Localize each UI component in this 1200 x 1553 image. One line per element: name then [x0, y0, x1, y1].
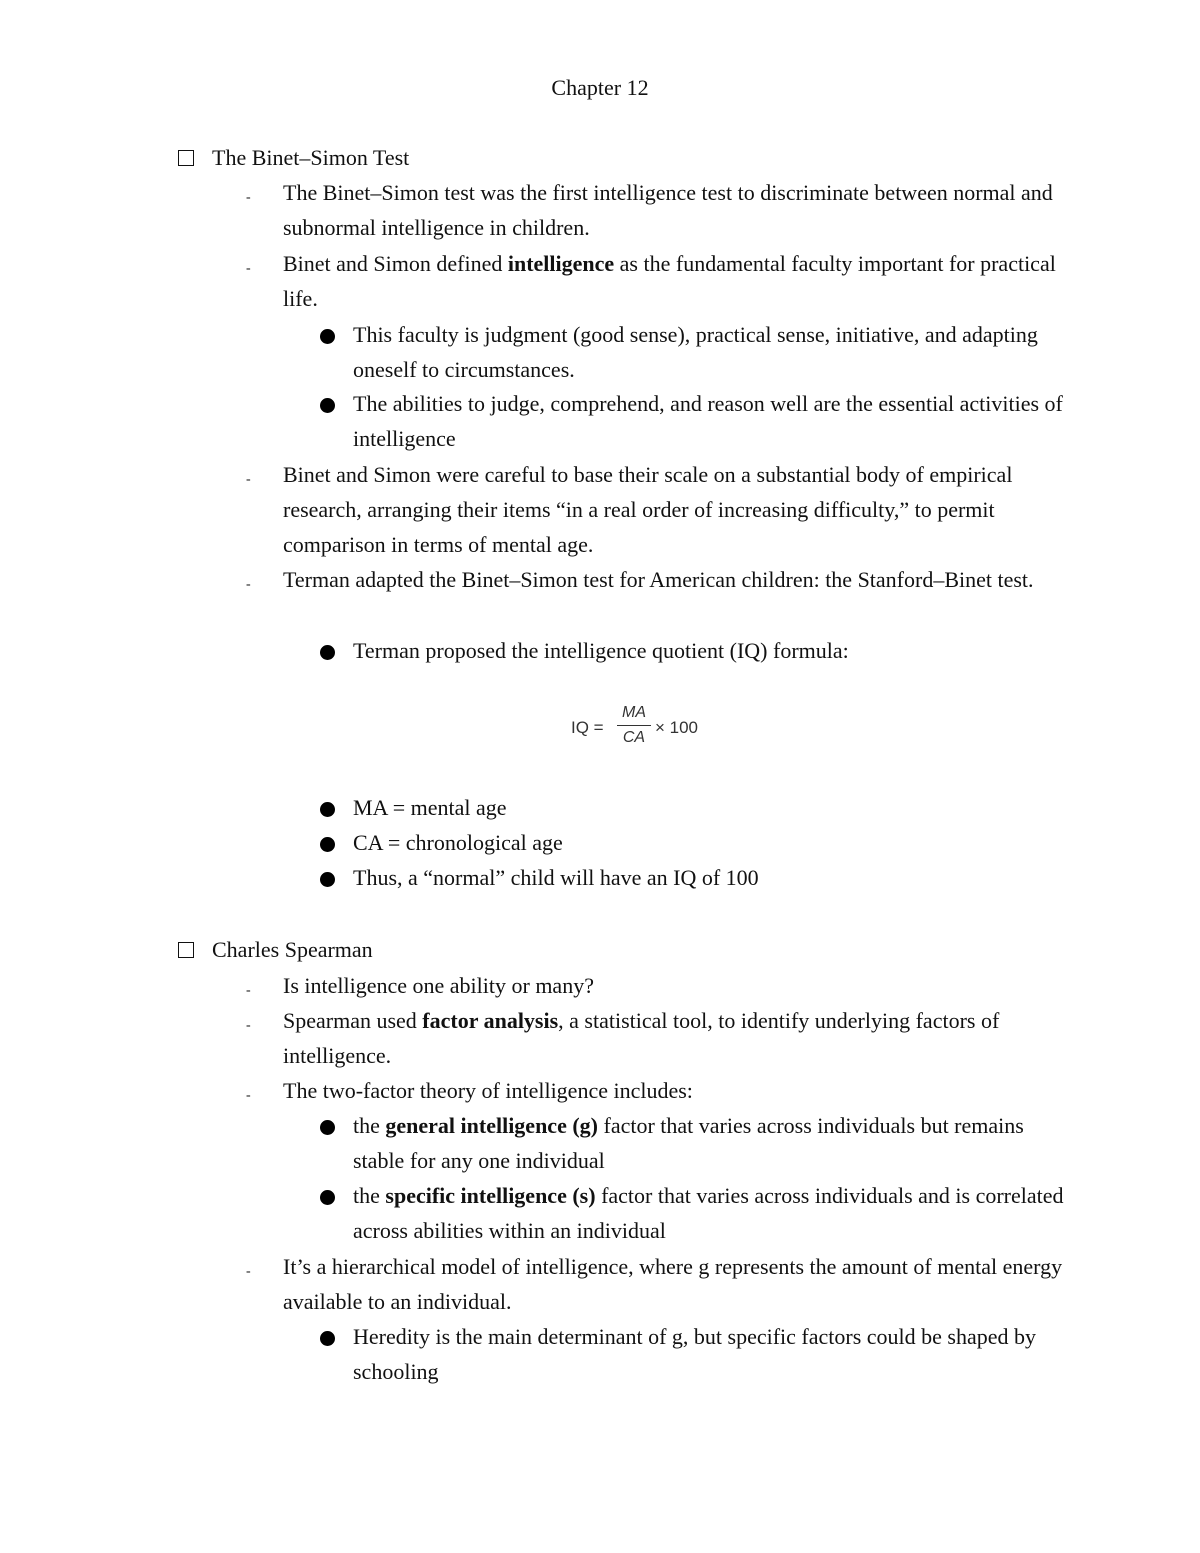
document-page: Chapter 12 The Binet–Simon Test - The Binet–Simon test was the first intelligence test to discriminate between normal and subnormal intelligence in children. - Binet and Simon defined intelligence as the fundamental faculty important for practical life. This faculty is judgment (good sense), practical sense, initiative, and adapting oneself to circumstances. The abilities to judge, comprehend, and reason well are the essential activities of intelligence - Binet and Simon were careful to base their scale on a substantial body of empirical research, arranging their items “in a real order of increasing difficulty,” to permit comparison in terms of mental age. - Terman adapted the Binet–Simon test for American children: the Stanford–Binet test. Terman proposed the intelligence quotient (IQ) formula: IQ = MA CA × 100 MA = mental age CA = chronological age Thus, a “normal” child will have an IQ of 100 Charles Spearman - Is intelligence one ability or many? - Spearman used factor analysis, a statistical tool, to identify underlying factors of intelligence. - The two-factor theory of intelligence includes: the general intelligence (g) factor that varies across individuals but remains stable for any one individual the specific intelligence (s) factor that varies across individuals and is correlated across abilities within an individual - It’s a hierarchical model of intelligence, where g represents the amount of mental energy available to an individual. Heredity is the main determinant of g, but specific factors could be shaped by schooling [0, 0, 1200, 1553]
bullet-iq-formula: Terman proposed the intelligence quotient (IQ) formula: [353, 638, 849, 663]
paragraph-definition: Binet and Simon defined intelligence as the fundamental faculty important for practical life. [283, 251, 1056, 311]
bold-term: general intelligence (g) [385, 1113, 598, 1138]
checkbox-icon [178, 150, 194, 166]
section-heading-spearman: Charles Spearman [178, 934, 373, 966]
filled-bullet-icon [320, 1331, 335, 1346]
checkbox-icon [178, 942, 194, 958]
bullet-normal-iq: Thus, a “normal” child will have an IQ of 100 [353, 865, 759, 890]
paragraph-one-or-many: Is intelligence one ability or many? [283, 973, 594, 998]
paragraph-factor-analysis: Spearman used factor analysis, a statistical tool, to identify underlying factors of intelligence. [283, 1008, 1000, 1068]
bullet-faculty: This faculty is judgment (good sense), practical sense, initiative, and adapting oneself to circumstances. [353, 322, 1038, 382]
bullet-general-intelligence: the general intelligence (g) factor that varies across individuals but remains stable for any one individual [353, 1113, 1024, 1173]
paragraph-two-factor: The two-factor theory of intelligence includes: [283, 1078, 693, 1103]
dash-bullet-icon: - [246, 1088, 251, 1103]
paragraph-empirical-research: Binet and Simon were careful to base their scale on a substantial body of empirical research, arranging their items “in a real order of increasing difficulty,” to permit comparison in terms of mental age. [283, 462, 1013, 557]
bold-term: intelligence [507, 251, 615, 276]
paragraph-binet-first-test: The Binet–Simon test was the first intelligence test to discriminate between normal and subnormal intelligence in children. [283, 180, 1053, 240]
bold-term: factor analysis [422, 1008, 559, 1033]
paragraph-terman-adapted: Terman adapted the Binet–Simon test for American children: the Stanford–Binet test. [283, 567, 1034, 592]
filled-bullet-icon [320, 1120, 335, 1135]
dash-bullet-icon: - [246, 261, 251, 276]
dash-bullet-icon: - [246, 190, 251, 205]
filled-bullet-icon [320, 872, 335, 887]
dash-bullet-icon: - [246, 1018, 251, 1033]
filled-bullet-icon [320, 645, 335, 660]
paragraph-hierarchical-model: It’s a hierarchical model of intelligence, where g represents the amount of mental energy available to an individual. [283, 1254, 1063, 1314]
bullet-abilities: The abilities to judge, comprehend, and reason well are the essential activities of intelligence [353, 391, 1063, 451]
bullet-ma: MA = mental age [353, 795, 507, 820]
filled-bullet-icon [320, 837, 335, 852]
dash-bullet-icon: - [246, 472, 251, 487]
section-heading-binet-simon: The Binet–Simon Test [178, 142, 409, 174]
filled-bullet-icon [320, 398, 335, 413]
dash-bullet-icon: - [246, 1264, 251, 1279]
fraction-bar [617, 725, 651, 726]
dash-bullet-icon: - [246, 983, 251, 998]
filled-bullet-icon [320, 802, 335, 817]
bullet-ca: CA = chronological age [353, 830, 563, 855]
bullet-specific-intelligence: the specific intelligence (s) factor that varies across individuals and is correlated across abilities within an individual [353, 1183, 1064, 1243]
fraction: MA CA [617, 702, 651, 749]
bold-term: specific intelligence (s) [385, 1183, 596, 1208]
dash-bullet-icon: - [246, 577, 251, 592]
filled-bullet-icon [320, 329, 335, 344]
filled-bullet-icon [320, 1190, 335, 1205]
bullet-heredity: Heredity is the main determinant of g, but specific factors could be shaped by schooling [353, 1324, 1037, 1384]
page-title: Chapter 12 [551, 75, 649, 100]
